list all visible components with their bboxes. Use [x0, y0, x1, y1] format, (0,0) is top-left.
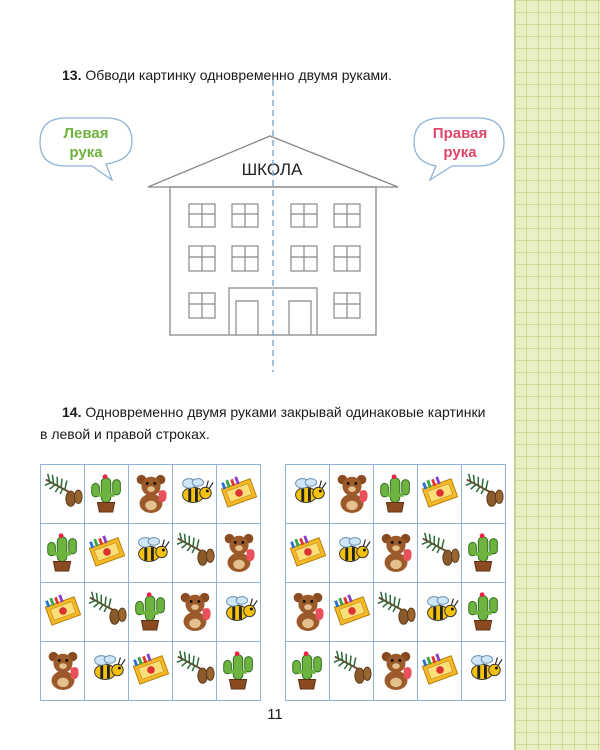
- right-grid-cell[interactable]: [374, 583, 418, 642]
- right-grid-cell[interactable]: [286, 642, 330, 701]
- cactus-icon: [463, 587, 505, 633]
- right-grid-cell[interactable]: [462, 583, 506, 642]
- right-grid-cell[interactable]: [462, 524, 506, 583]
- decorative-side-strip: [514, 0, 600, 750]
- left-grid-cell[interactable]: [85, 583, 129, 642]
- school-drawing: [0, 0, 520, 400]
- bee-icon: [331, 528, 373, 574]
- left-grid-row: [41, 642, 261, 701]
- right-grid-cell[interactable]: [330, 583, 374, 642]
- right-grid-cell[interactable]: [418, 465, 462, 524]
- left-grid-cell[interactable]: [217, 465, 261, 524]
- teddy-bear-icon: [130, 469, 172, 515]
- right-grid-cell[interactable]: [286, 583, 330, 642]
- pencil-box-icon: [218, 469, 260, 515]
- left-grid-cell[interactable]: [173, 642, 217, 701]
- bee-icon: [130, 528, 172, 574]
- cactus-icon: [86, 469, 128, 515]
- pencil-box-icon: [42, 587, 84, 633]
- cactus-icon: [287, 646, 329, 692]
- right-grid-cell[interactable]: [286, 465, 330, 524]
- task-14-heading: [40, 401, 512, 445]
- right-grid-cell[interactable]: [462, 465, 506, 524]
- left-grid-cell[interactable]: [85, 465, 129, 524]
- right-grid-cell[interactable]: [462, 642, 506, 701]
- school-label: ШКОЛА: [241, 160, 303, 179]
- teddy-bear-icon: [287, 587, 329, 633]
- right-grid-cell[interactable]: [286, 524, 330, 583]
- bee-icon: [287, 469, 329, 515]
- pine-branch-icon: [174, 646, 216, 692]
- cactus-icon: [375, 469, 417, 515]
- right-hand-label-line1: Правая: [432, 125, 488, 142]
- right-grid-cell[interactable]: [418, 524, 462, 583]
- left-grid-cell[interactable]: [173, 524, 217, 583]
- teddy-bear-icon: [375, 528, 417, 574]
- pencil-box-icon: [130, 646, 172, 692]
- right-grid-cell[interactable]: [330, 642, 374, 701]
- cactus-icon: [463, 528, 505, 574]
- task-14-number: 14.: [62, 404, 82, 420]
- bee-icon: [419, 587, 461, 633]
- cactus-icon: [130, 587, 172, 633]
- page-number: 11: [267, 706, 283, 723]
- left-grid-cell[interactable]: [41, 524, 85, 583]
- pine-branch-icon: [375, 587, 417, 633]
- left-grid-cell[interactable]: [41, 642, 85, 701]
- pine-branch-icon: [419, 528, 461, 574]
- left-grid-row: [41, 465, 261, 524]
- pencil-box-icon: [287, 528, 329, 574]
- teddy-bear-icon: [174, 587, 216, 633]
- left-grid-cell[interactable]: [129, 465, 173, 524]
- left-hand-bubble: [40, 118, 132, 180]
- left-grid-cell[interactable]: [41, 465, 85, 524]
- right-hand-label-line2: рука: [443, 144, 477, 161]
- right-grid-cell[interactable]: [330, 524, 374, 583]
- task-14-text-line1: Одновременно двумя руками закрывай одинаковые картинки: [85, 404, 486, 420]
- right-grid-row: [286, 524, 506, 583]
- cactus-icon: [218, 646, 260, 692]
- right-picture-grid: [285, 464, 506, 701]
- bee-icon: [218, 587, 260, 633]
- pine-branch-icon: [174, 528, 216, 574]
- pine-branch-icon: [463, 469, 505, 515]
- bee-icon: [86, 646, 128, 692]
- right-grid-row: [286, 642, 506, 701]
- task-14-text-line2: в левой и правой строках.: [40, 426, 210, 442]
- left-hand-label-line1: Левая: [63, 125, 109, 142]
- right-grid-cell[interactable]: [374, 524, 418, 583]
- left-picture-grid: [40, 464, 261, 701]
- pencil-box-icon: [419, 646, 461, 692]
- left-hand-label-line2: рука: [69, 144, 103, 161]
- pencil-box-icon: [86, 528, 128, 574]
- cactus-icon: [42, 528, 84, 574]
- left-grid-cell[interactable]: [173, 465, 217, 524]
- teddy-bear-icon: [42, 646, 84, 692]
- teddy-bear-icon: [218, 528, 260, 574]
- pencil-box-icon: [331, 587, 373, 633]
- left-grid-cell[interactable]: [41, 583, 85, 642]
- pine-branch-icon: [86, 587, 128, 633]
- right-grid-cell[interactable]: [330, 465, 374, 524]
- left-grid-row: [41, 524, 261, 583]
- pencil-box-icon: [419, 469, 461, 515]
- left-grid-cell[interactable]: [173, 583, 217, 642]
- left-grid-cell[interactable]: [129, 642, 173, 701]
- right-hand-bubble: [414, 118, 504, 180]
- teddy-bear-icon: [375, 646, 417, 692]
- task-13-text: Обводи картинку одновременно двумя руками.: [85, 67, 392, 83]
- right-grid-cell[interactable]: [418, 642, 462, 701]
- bee-icon: [174, 469, 216, 515]
- left-grid-row: [41, 583, 261, 642]
- pine-branch-icon: [42, 469, 84, 515]
- teddy-bear-icon: [331, 469, 373, 515]
- right-grid-row: [286, 583, 506, 642]
- left-grid-cell[interactable]: [217, 524, 261, 583]
- left-grid-cell[interactable]: [129, 524, 173, 583]
- bee-icon: [463, 646, 505, 692]
- right-grid-cell[interactable]: [374, 465, 418, 524]
- right-grid-row: [286, 465, 506, 524]
- left-grid-cell[interactable]: [217, 583, 261, 642]
- right-grid-cell[interactable]: [418, 583, 462, 642]
- left-grid-cell[interactable]: [217, 642, 261, 701]
- left-grid-cell[interactable]: [85, 524, 129, 583]
- right-grid-cell[interactable]: [374, 642, 418, 701]
- pine-branch-icon: [331, 646, 373, 692]
- left-grid-cell[interactable]: [85, 642, 129, 701]
- task-13-number: 13.: [62, 67, 82, 83]
- left-grid-cell[interactable]: [129, 583, 173, 642]
- school-windows: [189, 204, 360, 318]
